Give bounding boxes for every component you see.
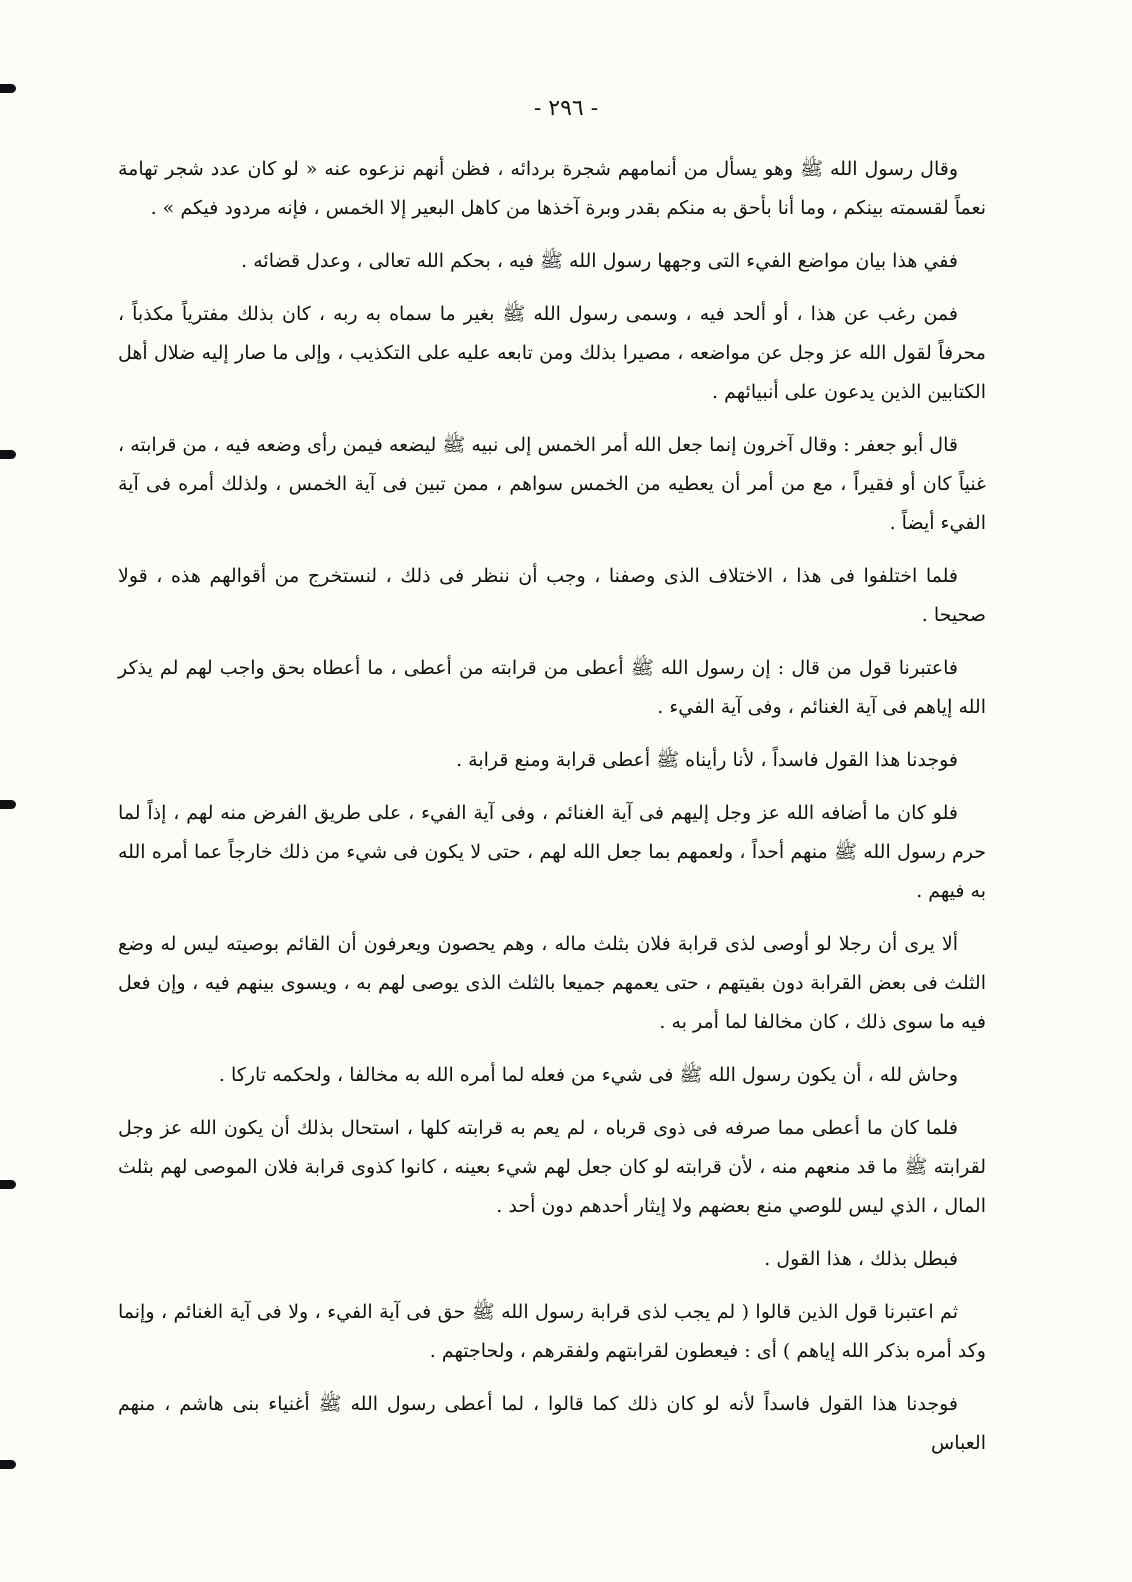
paragraph-5: فلما اختلفوا فى هذا ، الاختلاف الذى وصفنا ، وجب أن ننظر فى ذلك ، لنستخرج من أقوالهم هذه ، قولا صحيحا .	[118, 565, 986, 626]
paragraph-4: قال أبو جعفر : وقال آخرون إنما جعل الله أمر الخمس إلى نبيه ﷺ ليضعه فيمن رأى وضعه فيه ، من قرابته ، غنياً كان أو فقيراً ، مع من أمر أن يعطيه من الخمس سواهم ، ممن تبين فى آية الخمس ، ولذلك أمره فى آية الفيء أيضاً .	[118, 434, 986, 534]
paragraph-14: فوجدنا هذا القول فاسداً لأنه لو كان ذلك كما قالوا ، لما أعطى رسول الله ﷺ أغنياء بنى هاشم ، منهم العباس	[118, 1393, 986, 1454]
body-text	[118, 150, 986, 1477]
paragraph-8: فلو كان ما أضافه الله عز وجل إليهم فى آية الغنائم ، وفى آية الفيء ، على طريق الفرض منه لهم ، إذاً لما حرم رسول الله ﷺ منهم أحداً ، ولعمهم بما جعل الله لهم ، حتى لا يكون فى شيء من ذلك خارجاً عما أمره الله به فيهم .	[118, 802, 986, 902]
paragraph-2: ففي هذا بيان مواضع الفيء التى وجهها رسول الله ﷺ فيه ، بحكم الله تعالى ، وعدل قضائه .	[241, 250, 958, 272]
paragraph-10: وحاش لله ، أن يكون رسول الله ﷺ فى شيء من فعله لما أمره الله به مخالفا ، ولحكمه تاركا .	[218, 1064, 958, 1086]
paragraph-6: فاعتبرنا قول من قال : إن رسول الله ﷺ أعطى من قرابته من أعطى ، ما أعطاه بحق واجب لهم لم يذكر الله إياهم فى آية الغنائم ، وفى آية الفيء .	[118, 657, 986, 718]
paragraph-12: فبطل بذلك ، هذا القول .	[764, 1248, 958, 1270]
paragraph-11: فلما كان ما أعطى مما صرفه فى ذوى قرباه ، لم يعم به قرابته كلها ، استحال بذلك أن يكون الله عز وجل لقرابته ﷺ ما قد منعهم منه ، لأن قرابته لو كان جعل لهم شيء بعينه ، كانوا كذوى قرابة فلان الموصى لهم بثلث المال ، الذي ليس للوصي منع بعضهم ولا إيثار أحدهم دون أحد .	[118, 1117, 986, 1217]
page-number: - ٢٩٦ -	[533, 96, 599, 121]
paragraph-7: فوجدنا هذا القول فاسداً ، لأنا رأيناه ﷺ أعطى قرابة ومنع قرابة .	[456, 749, 958, 771]
paragraph-1: وقال رسول الله ﷺ وهو يسأل من أنمامهم شجرة بردائه ، فظن أنهم نزعوه عنه « لو كان عدد شجر تهامة نعماً لقسمته بينكم ، وما أنا بأحق به منكم بقدر وبرة آخذها من كاهل البعير إلا الخمس ، فإنه مردود فيكم » .	[118, 158, 986, 219]
margin-mark	[0, 1180, 16, 1189]
margin-mark	[0, 84, 16, 93]
margin-mark	[0, 1460, 16, 1469]
paragraph-13: ثم اعتبرنا قول الذين قالوا ( لم يجب لذى قرابة رسول الله ﷺ حق فى آية الفيء ، ولا فى آية الغنائم ، وإنما وكد أمره بذكر الله إياهم ) أى : فيعطون لقرابتهم ولفقرهم ، ولحاجتهم .	[118, 1301, 986, 1362]
paragraph-9: ألا يرى أن رجلا لو أوصى لذى قرابة فلان بثلث ماله ، وهم يحصون ويعرفون أن القائم بوصيته ليس له وضع الثلث فى بعض القرابة دون بقيتهم ، حتى يعمهم جميعا بالثلث الذى يوصى لهم به ، ويسوى بينهم فيه ، وإن فعل فيه ما سوى ذلك ، كان مخالفا لما أمر به .	[118, 933, 986, 1033]
margin-mark	[0, 450, 16, 459]
paragraph-3: فمن رغب عن هذا ، أو ألحد فيه ، وسمى رسول الله ﷺ بغير ما سماه به ربه ، كان بذلك مفترياً مكذباً ، محرفاً لقول الله عز وجل عن مواضعه ، مصيرا بذلك ومن تابعه عليه على التكذيب ، وإلى ما صار إليه ضلال أهل الكتابين الذين يدعون على أنبيائهم .	[118, 303, 986, 403]
margin-mark	[0, 800, 16, 809]
